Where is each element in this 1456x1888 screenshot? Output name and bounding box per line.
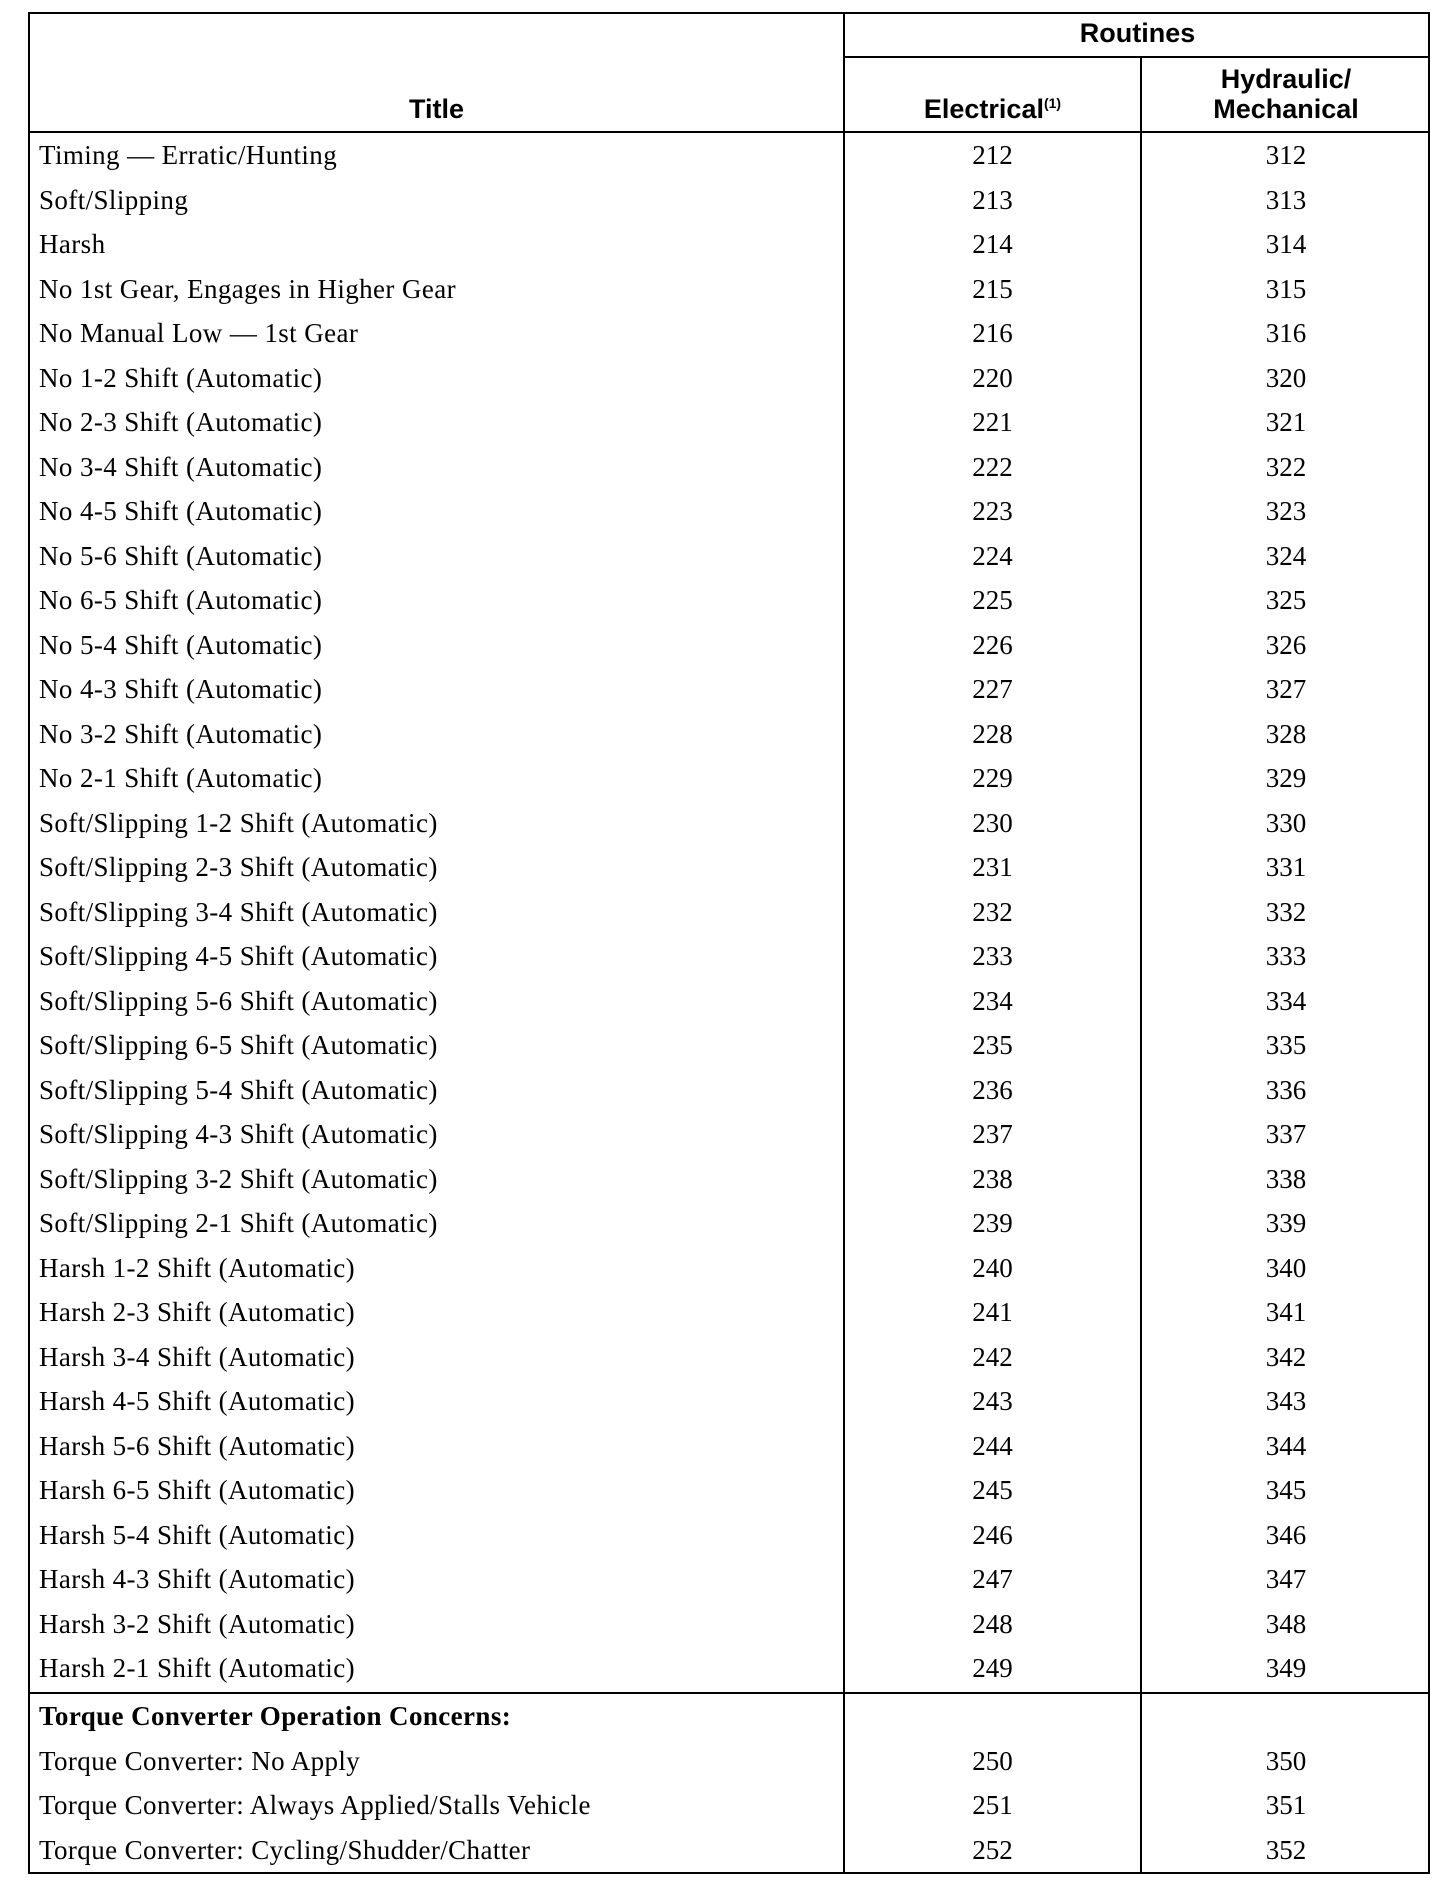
row-title: Soft/Slipping 1-2 Shift (Automatic) <box>39 807 438 838</box>
row-title: Soft/Slipping 3-4 Shift (Automatic) <box>39 896 438 927</box>
row-hydraulic-routine: 327 <box>1265 674 1307 704</box>
row-title: No 2-1 Shift (Automatic) <box>39 763 323 793</box>
row-hydraulic-routine: 342 <box>1265 1341 1307 1372</box>
table-row <box>30 1068 1428 1113</box>
row-title: Torque Converter: Cycling/Shudder/Chatter <box>39 1834 531 1865</box>
row-title: Soft/Slipping 3-2 Shift (Automatic) <box>39 1163 438 1194</box>
header-electrical <box>845 94 1140 124</box>
header-title: Title <box>408 94 464 124</box>
table-row <box>30 267 1428 312</box>
section-body <box>30 1739 1428 1873</box>
row-electrical-routine: 221 <box>972 407 1013 437</box>
row-hydraulic-routine: 326 <box>1265 629 1307 660</box>
row-title: Soft/Slipping 6-5 Shift (Automatic) <box>39 1030 438 1060</box>
table-row <box>30 178 1428 223</box>
row-hydraulic-routine: 325 <box>1265 585 1307 615</box>
row-hydraulic-routine: 330 <box>1265 807 1307 838</box>
row-hydraulic-routine: 348 <box>1265 1608 1307 1639</box>
header-hydraulic-line1: Hydraulic/ <box>1220 64 1352 94</box>
row-electrical-routine: 214 <box>972 229 1013 259</box>
row-electrical-routine: 216 <box>972 318 1013 348</box>
row-title: No 4-3 Shift (Automatic) <box>39 674 323 704</box>
table-row <box>30 1112 1428 1157</box>
header-hydraulic-line2: Mechanical <box>1213 94 1359 124</box>
row-electrical-routine: 215 <box>972 273 1013 304</box>
row-electrical-routine: 240 <box>972 1252 1013 1283</box>
row-electrical-routine: 213 <box>972 184 1013 215</box>
row-hydraulic-routine: 345 <box>1265 1475 1307 1505</box>
row-title: No Manual Low — 1st Gear <box>39 318 359 348</box>
row-electrical-routine: 220 <box>972 362 1013 393</box>
row-hydraulic-routine: 323 <box>1265 496 1307 526</box>
table-row <box>30 1739 1428 1784</box>
row-hydraulic-routine: 344 <box>1265 1430 1307 1461</box>
table-body <box>30 133 1428 1691</box>
header-hydraulic-mechanical <box>1142 64 1430 124</box>
row-hydraulic-routine: 332 <box>1265 896 1307 927</box>
table-row <box>30 890 1428 935</box>
row-hydraulic-routine: 321 <box>1265 407 1307 437</box>
row-electrical-routine: 235 <box>972 1030 1013 1060</box>
row-hydraulic-routine: 322 <box>1265 451 1307 482</box>
table-row <box>30 1646 1428 1691</box>
row-title: Harsh 3-2 Shift (Automatic) <box>39 1608 355 1639</box>
table-row <box>30 1828 1428 1873</box>
table-row <box>30 1602 1428 1647</box>
row-title: No 2-3 Shift (Automatic) <box>39 407 323 437</box>
row-title: Soft/Slipping 2-3 Shift (Automatic) <box>39 852 438 882</box>
row-electrical-routine: 243 <box>972 1386 1013 1416</box>
row-title: Soft/Slipping 5-4 Shift (Automatic) <box>39 1074 438 1105</box>
row-hydraulic-routine: 328 <box>1265 718 1307 749</box>
row-electrical-routine: 230 <box>972 807 1013 838</box>
row-hydraulic-routine: 334 <box>1265 985 1307 1016</box>
row-hydraulic-routine: 314 <box>1265 229 1307 259</box>
row-hydraulic-routine: 338 <box>1265 1163 1307 1194</box>
row-title: Timing — Erratic/Hunting <box>39 140 338 170</box>
section-heading-row <box>30 1694 1428 1739</box>
row-title: Soft/Slipping 5-6 Shift (Automatic) <box>39 985 438 1016</box>
row-hydraulic-routine: 324 <box>1265 540 1307 571</box>
row-electrical-routine: 228 <box>972 718 1013 749</box>
row-hydraulic-routine: 340 <box>1265 1252 1307 1283</box>
row-title: Harsh 5-6 Shift (Automatic) <box>39 1430 355 1461</box>
row-title: Harsh 4-3 Shift (Automatic) <box>39 1564 355 1594</box>
table-row <box>30 667 1428 712</box>
row-electrical-routine: 224 <box>972 540 1013 571</box>
row-electrical-routine: 248 <box>972 1608 1013 1639</box>
row-hydraulic-routine: 320 <box>1265 362 1307 393</box>
table-row <box>30 1157 1428 1202</box>
table-row <box>30 133 1428 178</box>
row-hydraulic-routine: 341 <box>1265 1297 1307 1327</box>
row-hydraulic-routine: 349 <box>1265 1653 1307 1683</box>
row-hydraulic-routine: 333 <box>1265 941 1307 971</box>
row-hydraulic-routine: 337 <box>1265 1119 1307 1149</box>
row-title: Harsh 5-4 Shift (Automatic) <box>39 1519 355 1550</box>
row-title: No 3-2 Shift (Automatic) <box>39 718 323 749</box>
row-hydraulic-routine: 347 <box>1265 1564 1307 1594</box>
row-electrical-routine: 242 <box>972 1341 1013 1372</box>
table-row <box>30 222 1428 267</box>
row-hydraulic-routine: 350 <box>1265 1745 1307 1776</box>
row-electrical-routine: 245 <box>972 1475 1013 1505</box>
header-electrical-label: Electrical <box>923 94 1044 124</box>
row-title: Soft/Slipping <box>39 184 189 215</box>
table-row <box>30 1290 1428 1335</box>
row-electrical-routine: 225 <box>972 585 1013 615</box>
table-row <box>30 578 1428 623</box>
row-electrical-routine: 222 <box>972 451 1013 482</box>
table-row <box>30 1201 1428 1246</box>
row-title: No 4-5 Shift (Automatic) <box>39 496 323 526</box>
table-row <box>30 311 1428 356</box>
table-row <box>30 1246 1428 1291</box>
row-title: Torque Converter: No Apply <box>39 1745 361 1776</box>
row-hydraulic-routine: 336 <box>1265 1074 1307 1105</box>
row-hydraulic-routine: 346 <box>1265 1519 1307 1550</box>
row-electrical-routine: 231 <box>972 852 1013 882</box>
row-title: No 5-6 Shift (Automatic) <box>39 540 323 571</box>
row-electrical-routine: 236 <box>972 1074 1013 1105</box>
header-electrical-footnote: (1) <box>1043 95 1062 111</box>
row-hydraulic-routine: 313 <box>1265 184 1307 215</box>
routines-table <box>28 12 1430 1874</box>
table-row <box>30 534 1428 579</box>
table-row <box>30 1424 1428 1469</box>
row-electrical-routine: 246 <box>972 1519 1013 1550</box>
row-electrical-routine: 252 <box>972 1834 1013 1865</box>
row-title: Harsh 4-5 Shift (Automatic) <box>39 1386 355 1416</box>
row-electrical-routine: 247 <box>972 1564 1013 1594</box>
table-row <box>30 712 1428 757</box>
row-title: Harsh 2-3 Shift (Automatic) <box>39 1297 355 1327</box>
row-title: No 6-5 Shift (Automatic) <box>39 585 323 615</box>
row-hydraulic-routine: 335 <box>1265 1030 1307 1060</box>
row-electrical-routine: 241 <box>972 1297 1013 1327</box>
row-electrical-routine: 227 <box>972 674 1013 704</box>
row-electrical-routine: 223 <box>972 496 1013 526</box>
row-title: Harsh <box>39 229 106 259</box>
table-row <box>30 1468 1428 1513</box>
row-title: Soft/Slipping 2-1 Shift (Automatic) <box>39 1208 438 1238</box>
row-hydraulic-routine: 331 <box>1265 852 1307 882</box>
row-title: No 3-4 Shift (Automatic) <box>39 451 323 482</box>
row-title: Harsh 3-4 Shift (Automatic) <box>39 1341 355 1372</box>
table-row <box>30 1023 1428 1068</box>
table-row <box>30 1379 1428 1424</box>
header-routines: Routines <box>1079 18 1196 48</box>
row-hydraulic-routine: 339 <box>1265 1208 1307 1238</box>
table-row <box>30 979 1428 1024</box>
table-row <box>30 356 1428 401</box>
row-electrical-routine: 233 <box>972 941 1013 971</box>
row-title: No 5-4 Shift (Automatic) <box>39 629 323 660</box>
row-title: Harsh 6-5 Shift (Automatic) <box>39 1475 355 1505</box>
row-hydraulic-routine: 329 <box>1265 763 1307 793</box>
row-title: Torque Converter: Always Applied/Stalls Vehicle <box>39 1790 591 1820</box>
table-row <box>30 1513 1428 1558</box>
row-hydraulic-routine: 352 <box>1265 1834 1307 1865</box>
row-electrical-routine: 232 <box>972 896 1013 927</box>
table-row <box>30 623 1428 668</box>
row-hydraulic-routine: 312 <box>1265 140 1307 170</box>
row-electrical-routine: 250 <box>972 1745 1013 1776</box>
row-electrical-routine: 251 <box>972 1790 1013 1820</box>
row-electrical-routine: 239 <box>972 1208 1013 1238</box>
table-row <box>30 400 1428 445</box>
table-row <box>30 445 1428 490</box>
table-row <box>30 1335 1428 1380</box>
routines-subheader-divider <box>843 56 1428 58</box>
row-electrical-routine: 226 <box>972 629 1013 660</box>
section-heading: Torque Converter Operation Concerns: <box>39 1701 512 1731</box>
section-torque-converter <box>30 1694 1428 1872</box>
table-row <box>30 845 1428 890</box>
row-hydraulic-routine: 351 <box>1265 1790 1307 1820</box>
table-row <box>30 801 1428 846</box>
row-title: Harsh 1-2 Shift (Automatic) <box>39 1252 355 1283</box>
row-title: Soft/Slipping 4-5 Shift (Automatic) <box>39 941 438 971</box>
table-row <box>30 489 1428 534</box>
row-electrical-routine: 237 <box>972 1119 1013 1149</box>
table-row <box>30 1783 1428 1828</box>
row-title: Harsh 2-1 Shift (Automatic) <box>39 1653 355 1683</box>
row-electrical-routine: 238 <box>972 1163 1013 1194</box>
row-hydraulic-routine: 343 <box>1265 1386 1307 1416</box>
table-row <box>30 1557 1428 1602</box>
table-row <box>30 756 1428 801</box>
row-hydraulic-routine: 316 <box>1265 318 1307 348</box>
row-electrical-routine: 249 <box>972 1653 1013 1683</box>
row-electrical-routine: 244 <box>972 1430 1013 1461</box>
row-title: No 1-2 Shift (Automatic) <box>39 362 323 393</box>
row-title: No 1st Gear, Engages in Higher Gear <box>39 273 457 304</box>
row-electrical-routine: 212 <box>972 140 1013 170</box>
row-hydraulic-routine: 315 <box>1265 273 1307 304</box>
row-electrical-routine: 234 <box>972 985 1013 1016</box>
row-electrical-routine: 229 <box>972 763 1013 793</box>
table-row <box>30 934 1428 979</box>
row-title: Soft/Slipping 4-3 Shift (Automatic) <box>39 1119 438 1149</box>
